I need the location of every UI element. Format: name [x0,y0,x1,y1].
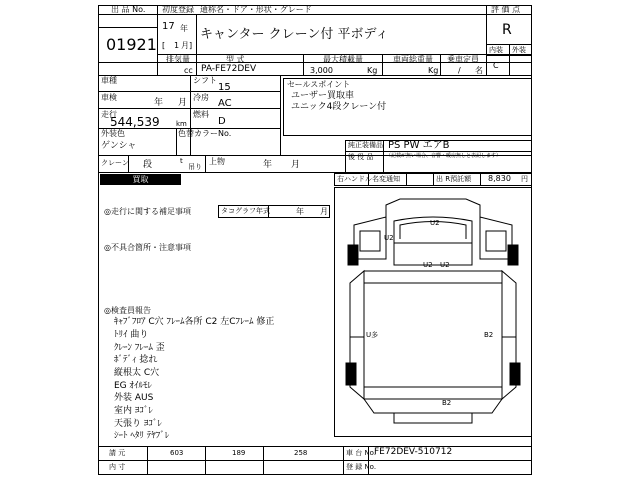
crane-year-unit: 年 [263,160,273,170]
vehicle-damage-diagram [334,187,532,437]
first-registration-month: 1 [174,41,180,50]
chassis-number: FE72DEV-510712 [374,447,453,457]
footer-value-1: 603 [170,449,184,457]
max-load-unit: Kg [367,66,378,75]
sales-point-2: ユニック4段クレーン付 [291,102,387,112]
model-year: 17 [162,21,175,32]
equipment-label: 純正装備品 [348,141,383,149]
max-load-label: 最大積載量 [323,55,363,64]
exterior-grade-label: 外装 [512,46,526,54]
recycle-deposit-value: 8,830 [488,174,511,183]
right-hand-drive: 右ハンドル [337,175,372,183]
color-number-label: カラーNo. [194,129,232,138]
interior-grade: C [493,61,499,70]
damage-mark: B2 [484,331,494,339]
name-transfer-label: 名変通知 [372,175,400,183]
fuel-value: D [218,116,226,127]
internal-dim-label: 内 寸 [109,463,126,471]
recycle-deposit-label: 出 R預託額 [436,175,472,183]
aftermarket-note: （記載が無い場合、音響・暖房無しと表記します） [386,153,502,159]
lot-number: 01921 [106,35,157,54]
inspection-month-unit: 月 [178,98,188,108]
mileage-value: 544,539 [110,115,160,129]
capacity-unit: 名 [475,66,483,75]
recycle-deposit-unit: 円 [521,175,528,183]
inspector-heading: ◎検査員報告 [104,306,151,315]
month-close: 月] [181,41,193,50]
exterior-color-label: 外装色 [101,129,125,138]
color-change-label: 色替 [178,129,194,138]
sales-points-label: セールスポイント [287,80,351,89]
damage-mark: U2 [423,261,433,269]
damage-mark: U2 [384,234,394,242]
crane-label: クレーン [101,159,129,167]
model-code: PA-FE72DEV [201,64,257,74]
fuel-label: 燃料 [193,110,209,119]
crane-lift: 吊り [188,163,202,171]
inspection-year-unit: 年 [154,98,164,108]
month-open: [ [162,41,166,50]
inspector-line: ｼｰﾄ ﾍﾀﾘ ﾃﾔﾌﾞﾚ [114,431,170,441]
gross-weight-unit: Kg [428,66,439,75]
inspector-line: ﾄﾘｲ 曲り [114,330,149,340]
crane-month-unit: 月 [291,160,301,170]
footer-value-3: 258 [294,449,308,457]
capacity-slash: / [458,66,461,75]
ac-label: 冷房 [193,93,209,102]
overall-grade: R [502,22,512,38]
max-load: 3,000 [310,66,333,75]
sales-point-1: ユーザー買取車 [291,91,355,101]
year-unit: 年 [180,24,188,33]
inspection-label: 車検 [101,93,117,102]
crane-stage: 段 [143,160,153,170]
damage-mark: U2 [430,219,440,227]
vehicle-type-label: 車種 [101,76,117,85]
crane-ton: t [180,157,183,165]
model-label: 型 式 [226,55,245,64]
inspector-line: EG ｵｲﾙﾓﾚ [114,381,153,391]
grade-label: 評 価 点 [491,5,521,14]
mileage-label: 走行 [101,110,117,119]
damage-mark: U多 [366,331,379,339]
capacity-label: 乗車定員 [447,55,479,64]
inspector-line: 縦根太 C穴 [114,368,160,378]
displacement-label: 排気量 [166,55,190,64]
inspector-line: ｸﾚｰﾝ ﾌﾚｰﾑ 歪 [114,343,165,353]
inspector-line: 外装 AUS [114,393,154,403]
crane-top-label: 上物 [209,157,225,166]
exterior-color: ゲンシャ [101,141,137,151]
ac-value: AC [218,98,232,109]
damage-mark: U2 [440,261,450,269]
chassis-no-label: 車 台 No. [346,449,377,457]
shift-label: シフト [193,76,217,85]
displacement-unit: cc [184,66,193,75]
tachograph-month-unit: 月 [320,207,328,216]
gross-weight-label: 車両総重量 [393,55,433,64]
inspector-line: ﾎﾞﾃﾞｨ 捻れ [114,355,158,365]
tachograph-year-unit: 年 [296,207,304,216]
first-registration-label: 初度登録 [162,5,194,14]
aftermarket-label: 後 役 品 [348,153,374,161]
interior-grade-label: 内装 [489,46,503,54]
defects-heading: ◎不具合箇所・注意事項 [104,243,191,252]
inspector-line: 室内 ﾖｺﾞﾚ [114,406,153,416]
requests-label: 請 元 [109,449,126,457]
inspector-line: 天張り ﾖｺﾞﾚ [114,419,162,429]
car-name: キャンター クレーン付 平ボディ [200,27,389,42]
inspector-line: ｷｬﾌﾞﾌﾛｱ C穴 ﾌﾚｰﾑ各所 C2 左Cﾌﾚｰﾑ 修正 [114,317,275,327]
mileage-note-heading: ◎走行に関する補足事項 [104,207,191,216]
shift-value: 15 [218,82,231,93]
footer-value-2: 189 [232,449,246,457]
lot-number-label: 出 品 No. [111,5,146,14]
mileage-unit: km [176,120,187,128]
purchase-banner: 買取 [100,174,181,185]
car-name-label: 通称名・ドア・形状・グレード [200,5,312,14]
damage-mark: B2 [442,399,452,407]
equipment-value: PS PW エアB [388,140,450,151]
registration-no-label: 登 録 No. [346,463,377,471]
tachograph-label: タコグラフ年式 [221,207,270,215]
